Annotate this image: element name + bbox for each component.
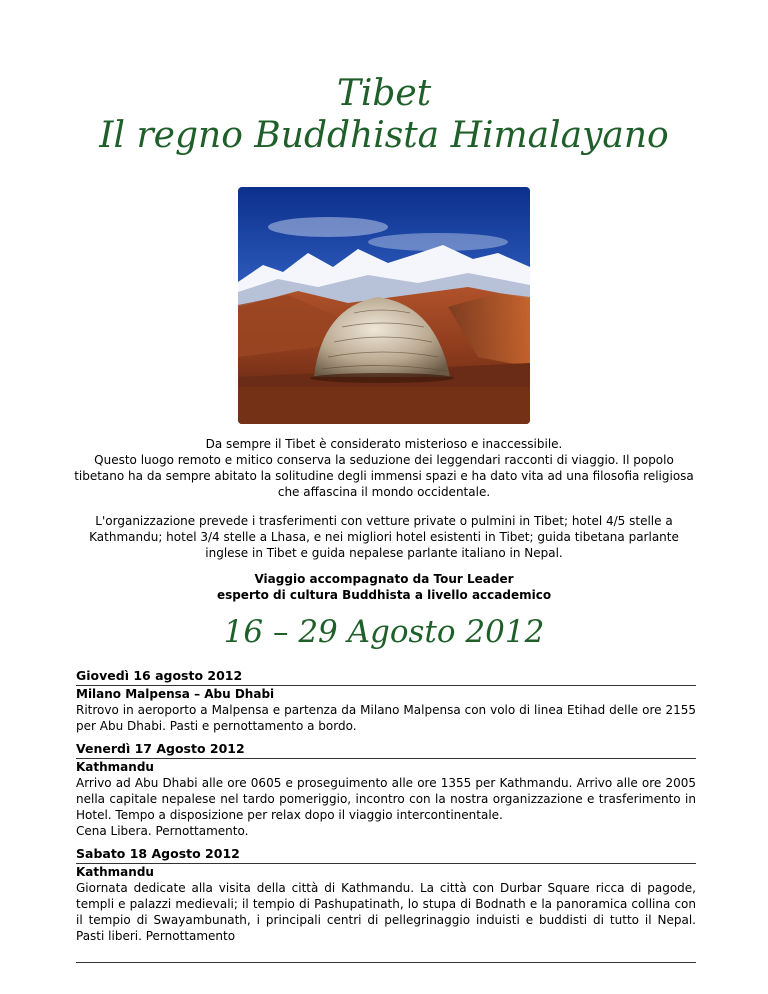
day-description: Giornata dedicate alla visita della città di Kathmandu. La città con Durbar Square ricca di pagode, templi e palazzi medievali; il tempio di Pashupatinath, lo stupa di Bodnath e la panoramica collina con il tempio di Swayambunath, i principali centri di pellegrinaggio induisti e buddisti di tutto il Nepal. Pasti liberi. Pernottamento — [76, 881, 696, 943]
itinerary-day — [76, 668, 696, 734]
title-line-1: Tibet — [336, 73, 432, 114]
day-place: Milano Malpensa – Abu Dhabi — [76, 687, 275, 701]
itinerary-day — [76, 846, 696, 944]
bottom-divider — [76, 962, 696, 963]
itinerary-day — [76, 741, 696, 839]
day-place: Kathmandu — [76, 760, 154, 774]
tour-leader-line-2: esperto di cultura Buddhista a livello accademico — [216, 588, 552, 602]
day-description: Arrivo ad Abu Dhabi alle ore 0605 e proseguimento alle ore 1355 per Kathmandu. Arrivo alle ore 2005 nella capitale nepalese nel tardo pomeriggio, incontro con la nostra organizzazione e trasferimento in Hotel. Tempo a disposizione per relax dopo il viaggio intercontinentale. Cena Libera. Pernottamento. — [76, 776, 696, 838]
day-description: Ritrovo in aeroporto a Malpensa e partenza da Milano Malpensa con volo di linea Etihad delle ore 2155 per Abu Dhabi. Pasti e pernottamento a bordo. — [76, 703, 696, 733]
day-date: Sabato 18 Agosto 2012 — [76, 846, 696, 864]
day-date: Giovedì 16 agosto 2012 — [76, 668, 696, 686]
organization-paragraph: L'organizzazione prevede i trasferimenti con vetture private o pulmini in Tibet; hotel 4/5 stelle a Kathmandu; hotel 3/4 stelle a Lhasa, e nei migliori hotel esistenti in Tibet; guida tibetana parlante inglese in Tibet e guida nepalese parlante italiano in Nepal. — [89, 514, 679, 560]
day-date: Venerdì 17 Agosto 2012 — [76, 741, 696, 759]
title-line-2: Il regno Buddhista Himalayano — [99, 115, 669, 156]
tibet-landscape-photo — [238, 187, 530, 424]
trip-dates: 16 – 29 Agosto 2012 — [223, 614, 545, 650]
tour-leader-line-1: Viaggio accompagnato da Tour Leader — [254, 572, 514, 586]
tour-leader-note — [70, 571, 698, 603]
intro-paragraph: Da sempre il Tibet è considerato misterioso e inaccessibile. Questo luogo remoto e mitico conserva la seduzione dei leggendari racconti di viaggio. Il popolo tibetano ha da sempre abitato la solitudine degli immensi spazi e ha dato vita ad una filosofia religiosa che affascina il mondo occidentale. — [74, 437, 694, 499]
day-place: Kathmandu — [76, 865, 154, 879]
